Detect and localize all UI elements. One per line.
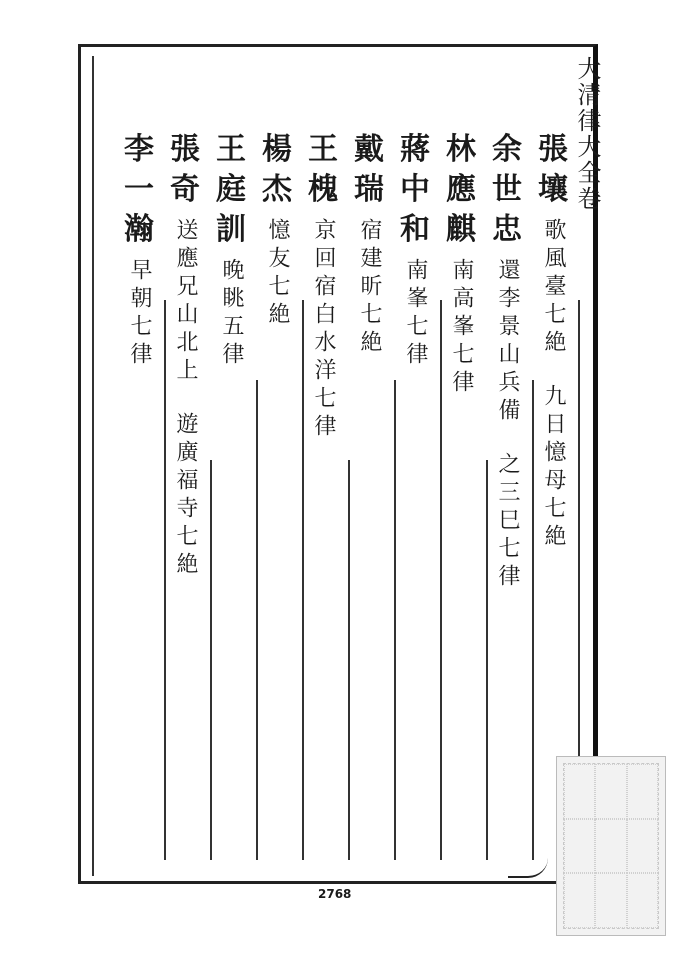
column-entry: [308, 130, 338, 468]
column-rule: [532, 380, 534, 860]
author-name-char: 訓: [216, 212, 246, 247]
author-name-char: 中: [400, 172, 430, 207]
author-name-char: 壤: [538, 172, 568, 207]
author-name: [308, 130, 338, 210]
column-rule: [440, 300, 442, 860]
running-title: 大清律大全卷: [573, 56, 601, 212]
poem-titles: [262, 218, 292, 356]
poem-title: 遊廣福寺七絶: [173, 412, 198, 580]
author-name-char: 奇: [170, 172, 200, 207]
poem-titles: [400, 258, 430, 396]
column-entry: [492, 130, 522, 618]
column-rule: [210, 460, 212, 860]
author-name-char: 林: [446, 132, 476, 167]
author-name-char: 王: [308, 132, 338, 167]
author-name-char: 楊: [262, 132, 292, 167]
poem-title: 送應兄山北上: [173, 218, 198, 386]
author-name: [124, 130, 154, 250]
author-name-char: 世: [492, 172, 522, 207]
author-name-char: 蔣: [400, 132, 430, 167]
author-name-char: 槐: [308, 172, 338, 207]
poem-titles: [170, 218, 200, 606]
poem-title: 之三巳七律: [495, 452, 520, 592]
author-name-char: 余: [492, 132, 522, 167]
poem-titles: [446, 258, 476, 424]
poem-titles: [538, 218, 568, 578]
author-name-char: 庭: [216, 172, 246, 207]
column-entry: [446, 130, 476, 424]
author-name-char: 麒: [446, 212, 476, 247]
poem-title: 九日憶母七絶: [541, 384, 566, 552]
column-rule: [394, 380, 396, 860]
author-name-char: 忠: [492, 212, 522, 247]
column-entry: [170, 130, 200, 606]
poem-title: 歌風臺七絶: [541, 218, 566, 358]
poem-titles: [216, 258, 246, 396]
author-name-char: 一: [124, 172, 154, 207]
column-entry: [400, 130, 430, 396]
poem-title: 宿建昕七絶: [357, 218, 382, 358]
column-entry: [354, 130, 384, 384]
column-entry: [124, 130, 154, 396]
column-rule: [486, 460, 488, 860]
poem-title: 晚眺五律: [219, 258, 244, 370]
author-name: [354, 130, 384, 210]
author-name: [492, 130, 522, 250]
author-name: [538, 130, 568, 210]
column-entry: [538, 130, 568, 578]
column-rule: [164, 300, 166, 860]
author-name-char: 張: [538, 132, 568, 167]
author-name: [446, 130, 476, 250]
poem-titles: [354, 218, 384, 384]
author-name-char: 瀚: [124, 212, 154, 247]
author-name-char: 李: [124, 132, 154, 167]
poem-title: 憶友七絶: [265, 218, 290, 330]
author-name-char: 和: [400, 212, 430, 247]
column-entry: [262, 130, 292, 356]
author-name: [170, 130, 200, 210]
author-name-char: 王: [216, 132, 246, 167]
column-rule: [348, 460, 350, 860]
column-rule: [256, 380, 258, 860]
author-name-char: 戴: [354, 132, 384, 167]
poem-title: 南峯七律: [403, 258, 428, 370]
poem-titles: [308, 218, 338, 468]
running-header: [570, 56, 601, 876]
poem-titles: [124, 258, 154, 396]
poem-title: 還李景山兵備: [495, 258, 520, 426]
column-rule: [302, 300, 304, 860]
author-name-char: 杰: [262, 172, 292, 207]
page-number: 2768: [318, 887, 352, 901]
column-entry: [216, 130, 246, 396]
library-seal-icon: [556, 756, 666, 936]
author-name: [262, 130, 292, 210]
author-name-char: 張: [170, 132, 200, 167]
author-name: [400, 130, 430, 250]
poem-titles: [492, 258, 522, 618]
author-name: [216, 130, 246, 250]
poem-title: 早朝七律: [127, 258, 152, 370]
author-name-char: 瑞: [354, 172, 384, 207]
poem-title: 南高峯七律: [449, 258, 474, 398]
poem-title: 京回宿白水洋七律: [311, 218, 336, 442]
author-name-char: 應: [446, 172, 476, 207]
